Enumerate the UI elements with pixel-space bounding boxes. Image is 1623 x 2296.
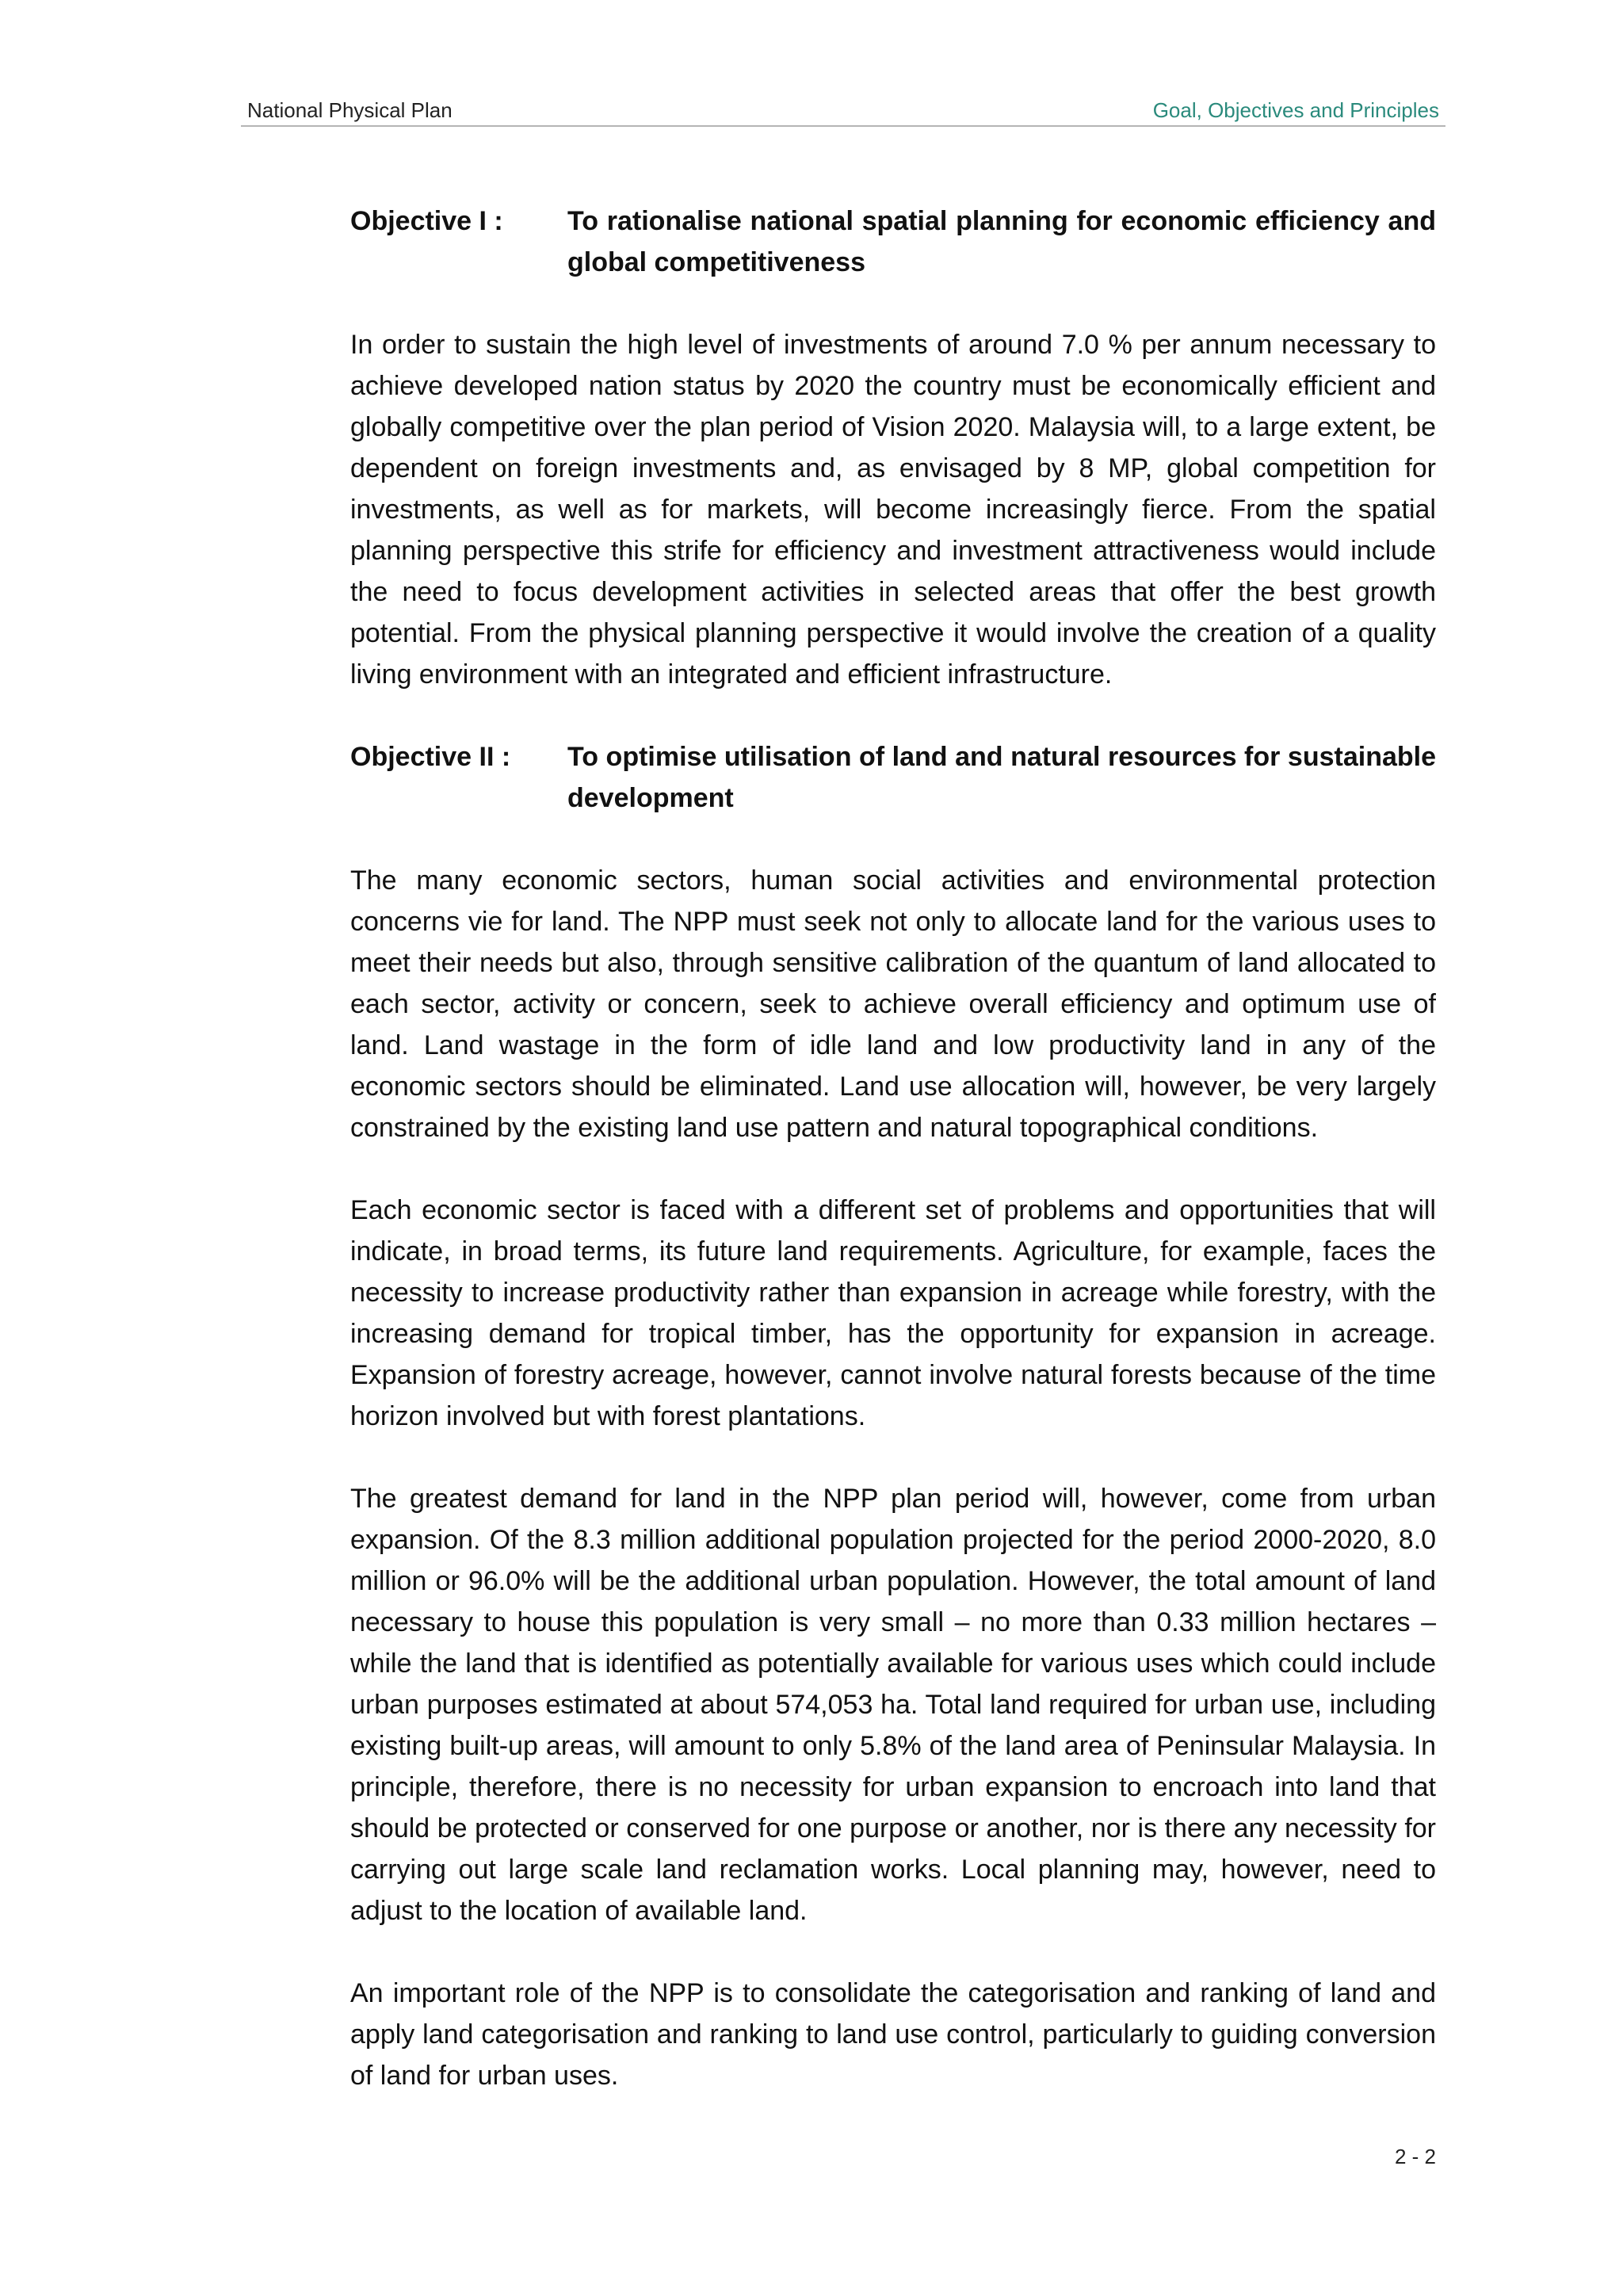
objective-1-heading [350, 201, 1436, 283]
page-content [350, 201, 1436, 2096]
page-header [241, 95, 1445, 127]
paragraph-3: Each economic sector is faced with a different set of problems and opportunities that will indicate, in broad terms, its future land requirements. Agriculture, for example, faces the necessity to increase productivity rather than expansion in acreage while forestry, with the increasing demand for tropical timber, has the opportunity for expansion in acreage. Expansion of forestry acreage, however, cannot involve natural forests because of the time horizon involved but with forest plantations. [350, 1195, 1436, 1431]
objective-2-label: Objective II : [350, 742, 511, 772]
objective-1-title: To rationalise national spatial planning for economic efficiency and global competitiveness [567, 206, 1436, 277]
objective-2-heading [350, 736, 1436, 819]
objective-1-label: Objective I : [350, 206, 503, 236]
paragraph-4: The greatest demand for land in the NPP plan period will, however, come from urban expansion. Of the 8.3 million additional population projected for the period 2000-2020, 8.0 million or 96.0% will be the additional urban population. However, the total amount of land necessary to house this population is very small – no more than 0.33 million hectares – while the land that is identified as potentially available for various uses which could include urban purposes estimated at about 574,053 ha. Total land required for urban use, including existing built-up areas, will amount to only 5.8% of the land area of Peninsular Malaysia. In principle, therefore, there is no necessity for urban expansion to encroach into land that should be protected or conserved for one purpose or another, nor is there any necessity for carrying out large scale land reclamation works. Local planning may, however, need to adjust to the location of available land. [350, 1484, 1436, 1926]
objective-2-title: To optimise utilisation of land and natural resources for sustainable development [567, 742, 1436, 813]
document-title: National Physical Plan [247, 98, 453, 122]
page-number: 2 - 2 [1394, 2145, 1436, 2168]
paragraph-5: An important role of the NPP is to consolidate the categorisation and ranking of land and apply land categorisation and ranking to land use control, particularly to guiding conversion of land for urban uses. [350, 1978, 1436, 2091]
section-title: Goal, Objectives and Principles [1152, 98, 1439, 122]
paragraph-2: The many economic sectors, human social activities and environmental protection concerns vie for land. The NPP must seek not only to allocate land for the various uses to meet their needs but also, through sensitive calibration of the quantum of land allocated to each sector, activity or concern, seek to achieve overall efficiency and optimum use of land. Land wastage in the form of idle land and low productivity land in any of the economic sectors should be eliminated. Land use allocation will, however, be very largely constrained by the existing land use pattern and natural topographical conditions. [350, 865, 1436, 1143]
paragraph-1: In order to sustain the high level of investments of around 7.0 % per annum necessary to achieve developed nation status by 2020 the country must be economically efficient and globally competitive over the plan period of Vision 2020. Malaysia will, to a large extent, be dependent on foreign investments and, as envisaged by 8 MP, global competition for investments, as well as for markets, will become increasingly fierce. From the spatial planning perspective this strife for efficiency and investment attractiveness would include the need to focus development activities in selected areas that offer the best growth potential. From the physical planning perspective it would involve the creation of a quality living environment with an integrated and efficient infrastructure. [350, 330, 1436, 690]
